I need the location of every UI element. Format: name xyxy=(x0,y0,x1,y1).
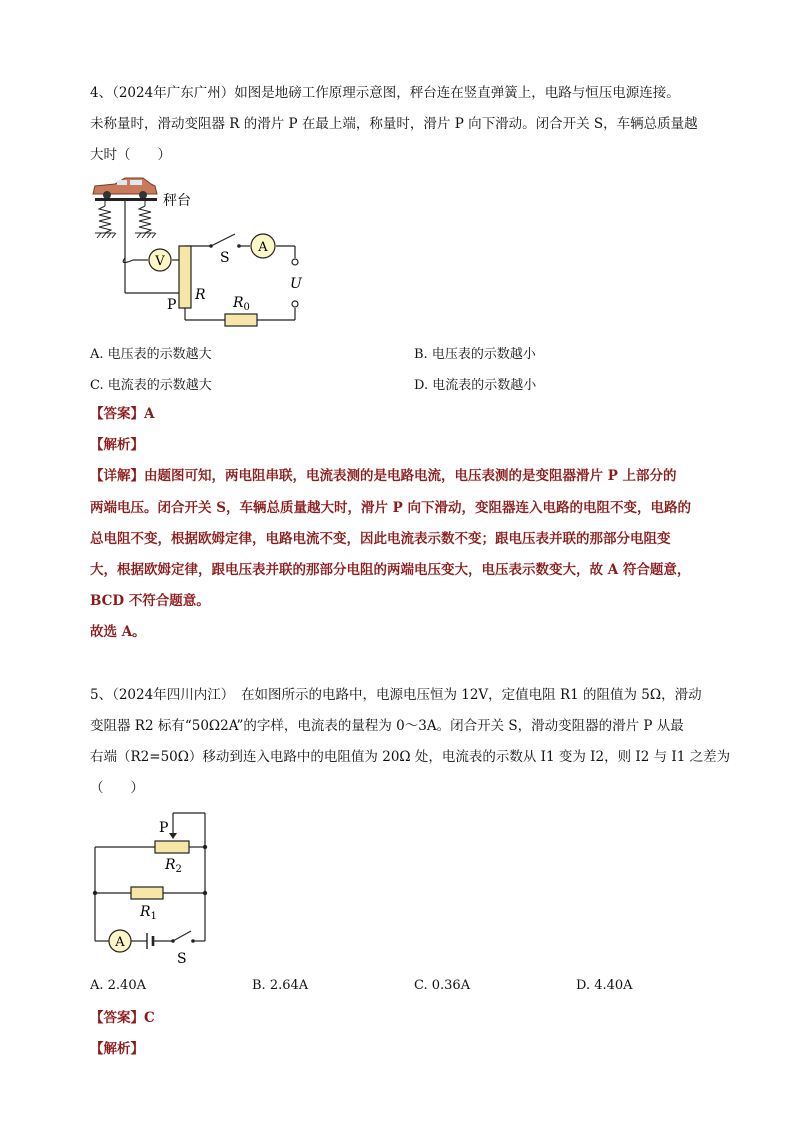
resistor-r1-label: $R_1$ xyxy=(140,904,157,922)
rheostat-r2-label: $R_2$ xyxy=(165,857,182,875)
q4-analysis-label: 【解析】 xyxy=(90,437,144,453)
switch-label: S xyxy=(220,250,230,266)
q4-option-b: B. 电压表的示数越小 xyxy=(414,347,536,362)
q5-stem-line-3: 右端（R2=50Ω）移动到连入电路中的电阻值为 20Ω 处，电流表的示数从 I1 变为 I2，则 I2 与 I1 之差为 xyxy=(90,749,731,765)
q5-option-c: C. 0.36A xyxy=(414,978,471,993)
q4-option-d: D. 电流表的示数越小 xyxy=(414,378,537,393)
battery xyxy=(147,933,153,949)
q5-stem-line-2: 变阻器 R2 标有“50Ω2A”的字样，电流表的量程为 0～3A。闭合开关 S，滑动变阻器的滑片 P 从最 xyxy=(90,718,684,734)
platform-label: 秤台 xyxy=(163,193,191,209)
rheostat-label: R xyxy=(195,287,206,303)
q5-answer: 【答案】C xyxy=(90,1010,155,1026)
source-terminal-bottom xyxy=(292,301,298,307)
q4-option-c: C. 电流表的示数越大 xyxy=(90,378,212,393)
q5-stem-line-4: （ ） xyxy=(90,780,144,796)
q4-circuit-diagram xyxy=(85,170,315,330)
spring-left xyxy=(99,201,111,233)
slider-label: P xyxy=(167,297,177,313)
voltmeter xyxy=(149,249,171,271)
ammeter xyxy=(109,930,131,952)
resistor-r0 xyxy=(225,314,257,326)
spring-right xyxy=(139,201,151,233)
svg-text:A: A xyxy=(258,240,268,255)
source-terminal-top xyxy=(292,259,298,265)
q5-analysis-label: 【解析】 xyxy=(90,1041,144,1057)
resistor-r1 xyxy=(131,887,163,899)
scale-platform xyxy=(95,198,157,201)
q4-stem-line-2: 未称量时，滑动变阻器 R 的滑片 P 在最上端，称量时，滑片 P 向下滑动。闭合开关 S，车辆总质量越 xyxy=(90,116,698,132)
source-label: U xyxy=(290,276,302,292)
q4-detail-line-5: BCD 不符合题意。 xyxy=(90,593,210,609)
q4-detail-line-3: 总电阻不变，根据欧姆定律，电路电流不变，因此电流表示数不变；跟电压表并联的那部分电阻变 xyxy=(90,531,671,547)
rheostat xyxy=(179,246,191,308)
q4-conclusion: 故选 A。 xyxy=(90,624,146,640)
switch-label: S xyxy=(177,951,187,967)
q5-stem-line-1: 5、（2024年四川内江） 在如图所示的电路中，电源电压恒为 12V，定值电阻 R1 的阻值为 5Ω，滑动 xyxy=(90,687,702,703)
resistor-r0-label: $R_0$ xyxy=(233,295,250,313)
slider-label: P xyxy=(159,820,169,836)
car-icon xyxy=(93,178,157,199)
svg-text:A: A xyxy=(115,935,125,950)
q4-answer: 【答案】A xyxy=(90,406,155,422)
q5-option-b: B. 2.64A xyxy=(252,978,309,993)
q4-option-a: A. 电压表的示数越大 xyxy=(90,347,212,362)
q4-detail-line-2: 两端电压。闭合开关 S，车辆总质量越大时，滑片 P 向下滑动，变阻器连入电路的电阻不变，电路的 xyxy=(90,500,691,516)
q5-circuit-diagram xyxy=(85,805,225,970)
q4-detail-line-4: 大，根据欧姆定律，跟电压表并联的那部分电阻的两端电压变大，电压表示数变大，故 A 符合题意， xyxy=(90,562,691,578)
q4-stem-line-3: 大时（ ） xyxy=(90,147,171,163)
q5-option-a: A. 2.40A xyxy=(90,978,146,993)
q4-stem-line-1: 4、（2024年广东广州）如图是地磅工作原理示意图，秤台连在竖直弹簧上，电路与恒压电源连接。 xyxy=(90,85,680,101)
q5-option-d: D. 4.40A xyxy=(576,978,633,993)
q4-detail-line-1: 【详解】由题图可知，两电阻串联，电流表测的是电路电流，电压表测的是变阻器滑片 P 上部分的 xyxy=(90,468,677,484)
svg-text:V: V xyxy=(155,254,165,269)
ammeter xyxy=(251,234,275,258)
rheostat-r2 xyxy=(155,841,189,853)
